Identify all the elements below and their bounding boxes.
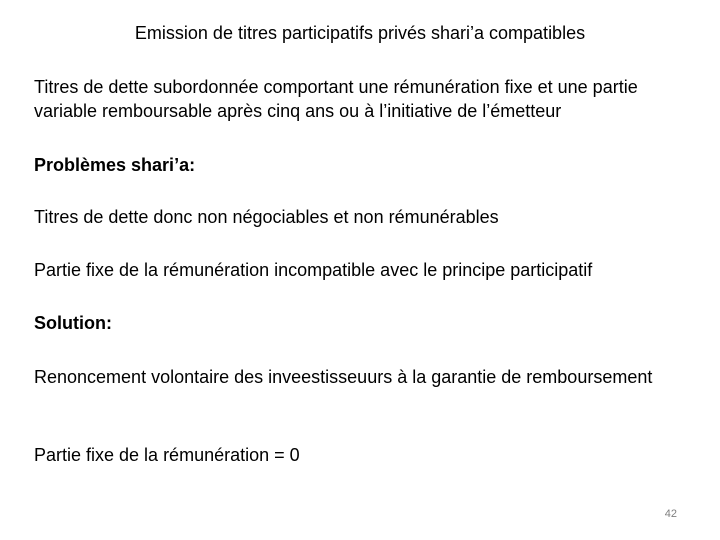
heading-solution: Solution: — [34, 313, 112, 333]
slide-title: Emission de titres participatifs privés shari’a compatibles — [134, 23, 586, 43]
paragraph-problem-2: Partie fixe de la rémunération incompatible avec le principe participatif — [34, 260, 593, 280]
paragraph-description: Titres de dette subordonnée comportant une rémunération fixe et une partie variable remboursable après cinq ans ou à l’initiative de l’émetteur — [34, 77, 638, 121]
page-number: 42 — [664, 508, 677, 520]
paragraph-solution-2: Partie fixe de la rémunération = 0 — [34, 445, 300, 465]
paragraph-solution-1: Renoncement volontaire des inveestisseuurs à la garantie de remboursement — [34, 367, 653, 387]
paragraph-problem-1: Titres de dette donc non négociables et non rémunérables — [34, 207, 499, 227]
heading-sharia-problems: Problèmes shari’a: — [34, 155, 196, 175]
